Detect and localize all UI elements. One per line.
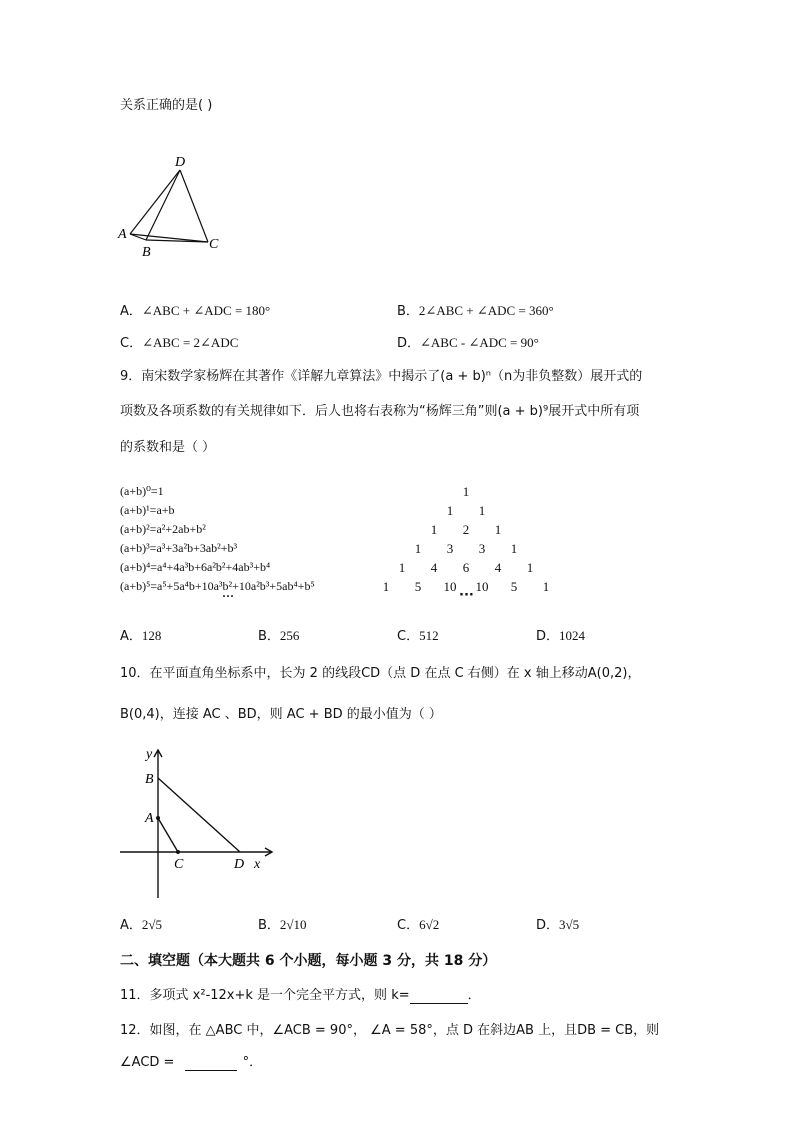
q10-line-1: 10．在平面直角坐标系中，长为 2 的线段CD（点 D 在点 C 右侧）在 x 轴上移动A(0,2)， — [120, 666, 641, 681]
q10-option-c: C．6√2 — [397, 917, 440, 933]
expansion-row: (a+b)²=a²+2ab+b² — [120, 522, 206, 536]
q12-line-1: 12．如图，在 △ABC 中，∠ACB = 90°， ∠A = 58°，点 D 在斜边AB 上，且DB = CB，则 — [120, 1023, 660, 1038]
expansion-ellipsis: ··· — [222, 589, 235, 603]
q10-figure — [112, 738, 282, 903]
y-label: y — [146, 747, 153, 762]
triangle-number: 4 — [430, 560, 438, 575]
triangle-number: 5 — [510, 579, 518, 594]
q9-line-2: 项数及各项系数的有关规律如下．后人也将右表称为“杨辉三角”则(a + b)⁹展开式中所有项 — [120, 404, 640, 419]
triangle-number: 1 — [542, 579, 550, 594]
triangle-number: 1 — [510, 541, 518, 556]
triangle-number: 4 — [494, 560, 502, 575]
x-label: x — [254, 857, 261, 872]
segment-da — [130, 170, 180, 234]
triangle-number: 6 — [462, 560, 470, 575]
triangle-number: 10 — [443, 579, 457, 594]
q11: 11．多项式 x²-12x+k 是一个完全平方式，则 k= ． — [120, 988, 481, 1003]
q10-line-2: B(0,4)，连接 AC 、BD，则 AC + BD 的最小值为（ ） — [120, 707, 442, 722]
triangle-number: 1 — [494, 522, 502, 537]
triangle-number: 1 — [414, 541, 422, 556]
q8-option-b: B．2∠ABC + ∠ADC = 360° — [397, 303, 554, 319]
label-b: B — [145, 772, 154, 787]
point-c — [176, 850, 180, 854]
label-b: B — [142, 245, 151, 260]
triangle-number: 3 — [446, 541, 454, 556]
triangle-number: 10 — [475, 579, 489, 594]
segment-bd — [158, 778, 240, 852]
q8-stem-tail: 关系正确的是( ) — [120, 98, 213, 113]
expansion-row: (a+b)⁰=1 — [120, 484, 164, 498]
segment-dc — [180, 170, 208, 242]
q12-line-2: ∠ACD = °． — [120, 1055, 263, 1070]
triangle-number: 1 — [398, 560, 406, 575]
triangle-number: 1 — [430, 522, 438, 537]
q8-option-c: C．∠ABC = 2∠ADC — [120, 335, 239, 351]
answer-blank[interactable] — [410, 988, 468, 1004]
label-c: C — [209, 237, 219, 252]
q10-option-a: A．2√5 — [120, 917, 163, 933]
triangle-number: 2 — [462, 522, 470, 537]
triangle-ellipsis: ··· — [459, 588, 474, 603]
q9-option-d: D．1024 — [536, 628, 586, 644]
q9-option-a: A．128 — [120, 628, 162, 644]
q9-line-1: 9．南宋数学家杨辉在其著作《详解九章算法》中揭示了(a + b)ⁿ（n为非负整数）展开式的 — [120, 369, 643, 384]
expansion-row: (a+b)³=a³+3a²b+3ab²+b³ — [120, 541, 238, 555]
label-d: D — [175, 155, 186, 170]
q9-option-c: C．512 — [397, 628, 439, 644]
triangle-number: 1 — [382, 579, 390, 594]
label-c: C — [174, 857, 184, 872]
q9-line-3: 的系数和是（ ） — [120, 440, 216, 455]
expansion-row: (a+b)⁴=a⁴+4a³b+6a²b²+4ab³+b⁴ — [120, 560, 271, 574]
point-a — [156, 816, 160, 820]
segment-db — [146, 170, 180, 240]
q8-option-a: A．∠ABC + ∠ADC = 180° — [120, 303, 271, 319]
expansion-row: (a+b)⁵=a⁵+5a⁴b+10a³b²+10a²b³+5ab⁴+b⁵ — [120, 579, 315, 593]
label-d: D — [234, 857, 245, 872]
triangle-number: 3 — [478, 541, 486, 556]
q9-option-b: B．256 — [258, 628, 300, 644]
q10-option-d: D．3√5 — [536, 917, 580, 933]
q8-figure — [112, 150, 232, 260]
segment-ac — [158, 818, 178, 852]
q10-option-b: B．2√10 — [258, 917, 307, 933]
answer-blank[interactable] — [185, 1055, 237, 1071]
triangle-number: 1 — [446, 503, 454, 518]
q11-text: 11．多项式 x²-12x+k 是一个完全平方式，则 k= — [120, 988, 410, 1003]
expansion-row: (a+b)¹=a+b — [120, 503, 175, 517]
label-a: A — [118, 227, 127, 242]
label-a: A — [145, 811, 154, 826]
triangle-number: 1 — [526, 560, 534, 575]
triangle-number: 1 — [462, 484, 470, 499]
triangle-number: 1 — [478, 503, 486, 518]
section-title: 二、填空题（本大题共 6 个小题，每小题 3 分，共 18 分） — [120, 953, 497, 969]
q8-option-d: D．∠ABC - ∠ADC = 90° — [397, 335, 539, 351]
triangle-number: 5 — [414, 579, 422, 594]
